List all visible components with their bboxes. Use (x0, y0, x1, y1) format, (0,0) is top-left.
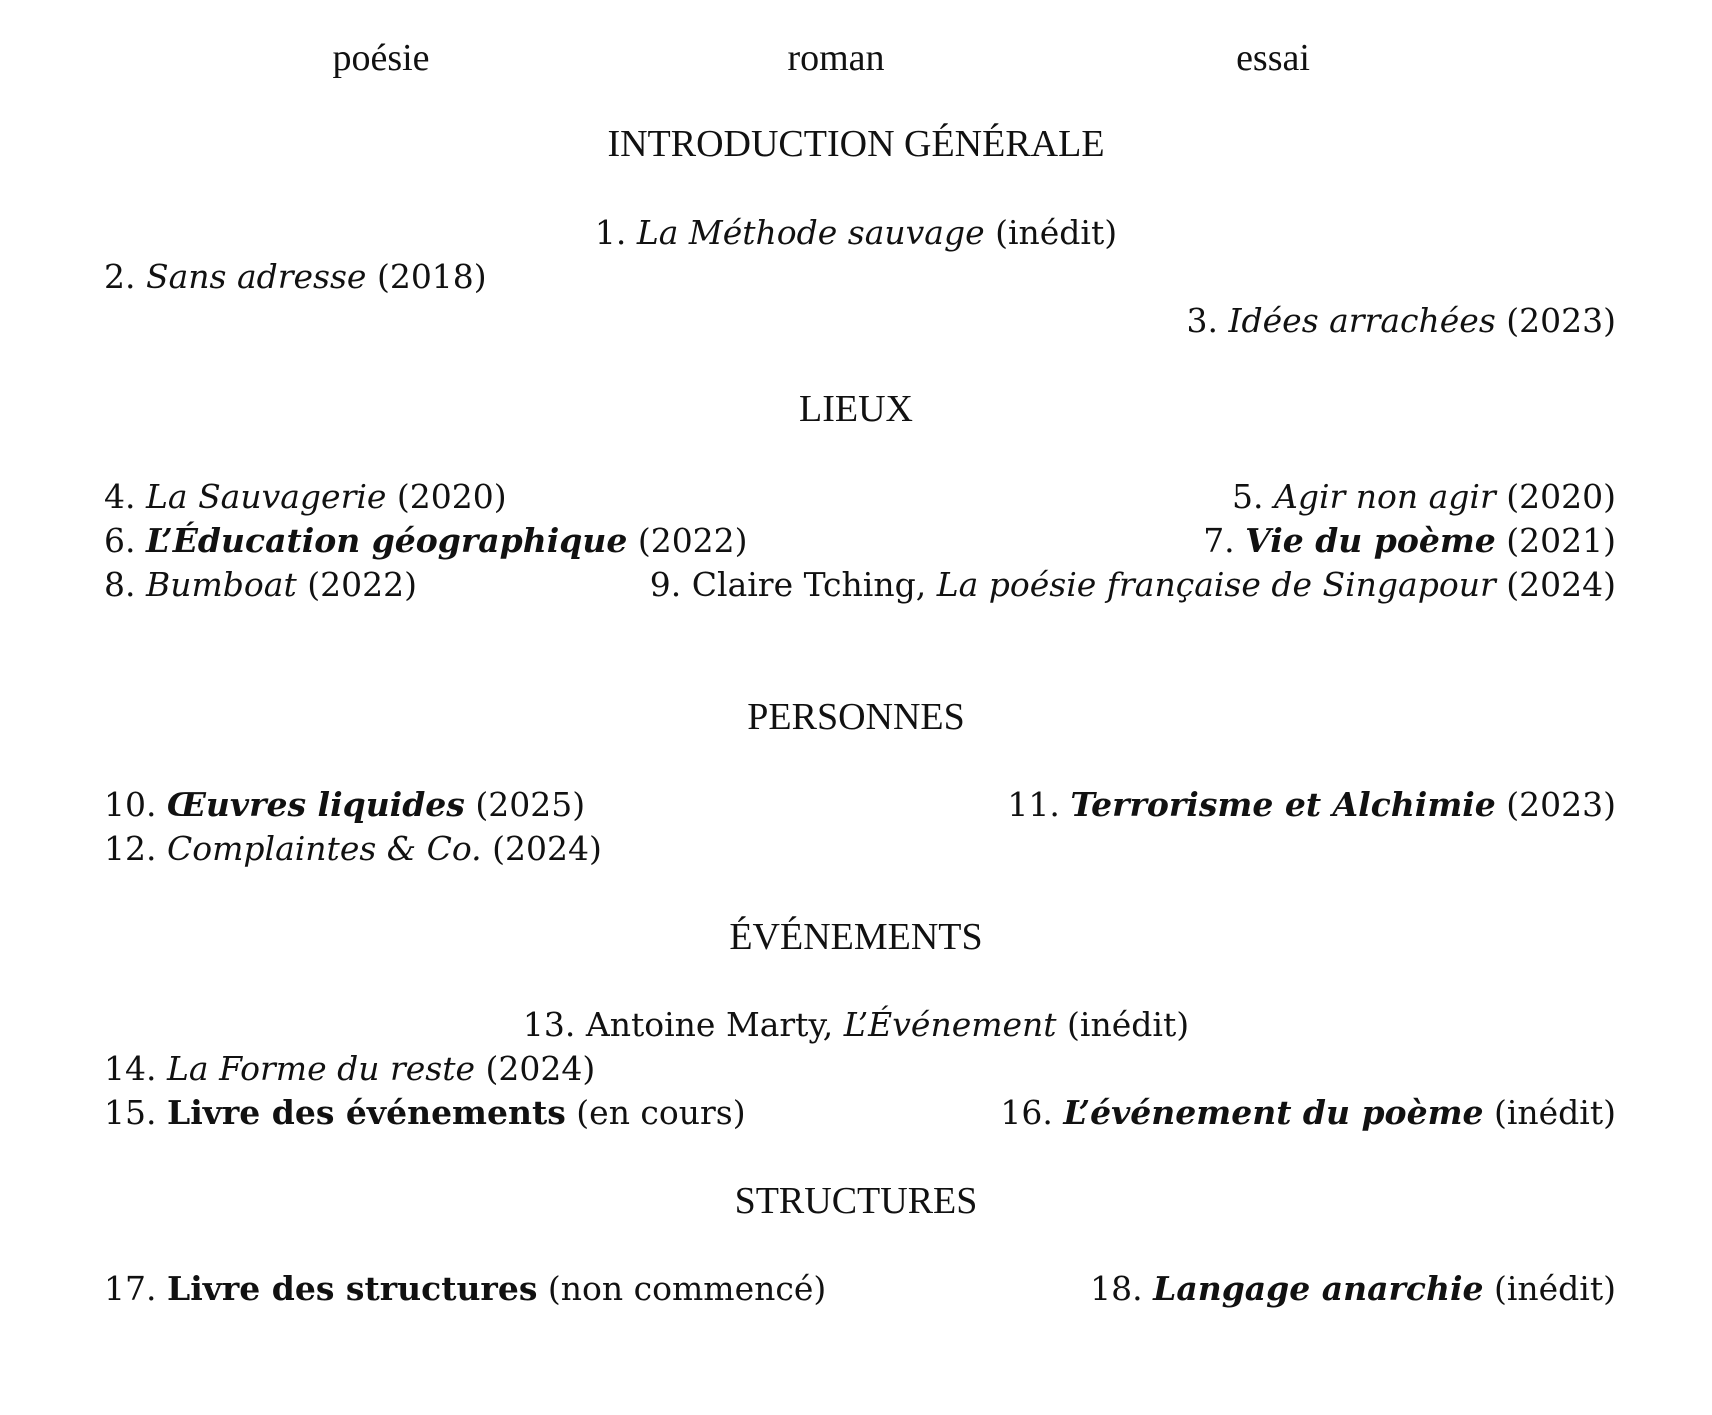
entry-info: (2022) (296, 565, 417, 604)
entry-title: L’événement du poème (1063, 1093, 1484, 1132)
entry-8 (104, 563, 417, 607)
entry-title: L’Événement (843, 1005, 1057, 1044)
section-title-introduction: INTRODUCTION GÉNÉRALE (607, 123, 1105, 165)
column-header-essai: essai (1236, 37, 1310, 79)
entry-number: 6. (104, 521, 146, 560)
entry-title: Agir non agir (1273, 477, 1496, 516)
section-title-personnes: PERSONNES (747, 696, 965, 738)
entry-info: (2024) (481, 829, 602, 868)
entry-17 (104, 1267, 826, 1311)
entry-title: Complaintes & Co. (166, 829, 482, 868)
entry-11 (1007, 783, 1616, 827)
entry-1 (0, 211, 1712, 255)
entry-18 (1090, 1267, 1616, 1311)
entry-number: 7. (1203, 521, 1246, 560)
entry-12 (104, 827, 602, 871)
entry-title: Vie du poème (1245, 521, 1496, 560)
entry-number: 10. (104, 785, 167, 824)
entry-9 (650, 563, 1616, 607)
entry-10 (104, 783, 585, 827)
entry-info: (non commencé) (537, 1269, 827, 1308)
entry-6 (104, 519, 748, 563)
entry-info: (2020) (1495, 477, 1616, 516)
entry-info: (inédit) (1483, 1093, 1616, 1132)
entry-title: Livre des événements (166, 1093, 566, 1132)
entry-15 (104, 1091, 746, 1135)
entry-info: (inédit) (1483, 1269, 1616, 1308)
entry-title: La poésie française de Singapour (936, 565, 1496, 604)
entry-title: Sans adresse (145, 257, 367, 296)
entry-number: 11. (1007, 785, 1071, 824)
section-title-structures: STRUCTURES (734, 1180, 978, 1222)
entry-info: (2023) (1495, 301, 1616, 340)
entry-number: 16. (1000, 1093, 1064, 1132)
entry-author: Antoine Marty, (585, 1005, 844, 1044)
entry-title: L’Éducation géographique (145, 521, 628, 560)
section-title-lieux: LIEUX (799, 388, 913, 430)
entry-title: Idées arrachées (1228, 301, 1496, 340)
entry-number: 18. (1090, 1269, 1154, 1308)
entry-number: 13. (522, 1005, 586, 1044)
entry-title: Œuvres liquides (166, 785, 465, 824)
entry-info: (inédit) (984, 213, 1118, 252)
entry-number: 12. (104, 829, 167, 868)
entry-info: (2022) (627, 521, 748, 560)
entry-info: (inédit) (1056, 1005, 1190, 1044)
entry-title: La Méthode sauvage (636, 213, 985, 252)
entry-number: 9. (649, 565, 692, 604)
entry-title: La Forme du reste (166, 1049, 476, 1088)
entry-number: 15. (104, 1093, 167, 1132)
entry-info: (2024) (1495, 565, 1616, 604)
entry-title: Bumboat (145, 565, 297, 604)
entry-title: Livre des structures (166, 1269, 538, 1308)
entry-title: Terrorisme et Alchimie (1070, 785, 1496, 824)
entry-info: (2018) (366, 257, 487, 296)
entry-number: 14. (104, 1049, 167, 1088)
column-header-roman: roman (787, 37, 885, 79)
entry-number: 3. (1186, 301, 1229, 340)
entry-5 (1232, 475, 1616, 519)
entry-title: Langage anarchie (1153, 1269, 1484, 1308)
entry-7 (1203, 519, 1616, 563)
entry-2 (104, 255, 487, 299)
entry-14 (104, 1047, 595, 1091)
entry-number: 2. (104, 257, 146, 296)
entry-number: 17. (104, 1269, 167, 1308)
entry-number: 1. (594, 213, 637, 252)
section-title-evenements: ÉVÉNEMENTS (729, 916, 983, 958)
entry-16 (1000, 1091, 1616, 1135)
entry-info: (2025) (464, 785, 586, 824)
entry-number: 5. (1232, 477, 1274, 516)
entry-info: (2023) (1495, 785, 1616, 824)
column-header-poesie: poésie (332, 37, 430, 79)
entry-info: (en cours) (565, 1093, 746, 1132)
entry-number: 4. (104, 477, 146, 516)
entry-info: (2021) (1495, 521, 1616, 560)
entry-number: 8. (104, 565, 146, 604)
entry-author: Claire Tching, (691, 565, 937, 604)
entry-4 (104, 475, 507, 519)
entry-info: (2020) (386, 477, 507, 516)
entry-title: La Sauvagerie (145, 477, 387, 516)
entry-13 (0, 1003, 1712, 1047)
entry-3 (1187, 299, 1617, 343)
entry-info: (2024) (475, 1049, 596, 1088)
